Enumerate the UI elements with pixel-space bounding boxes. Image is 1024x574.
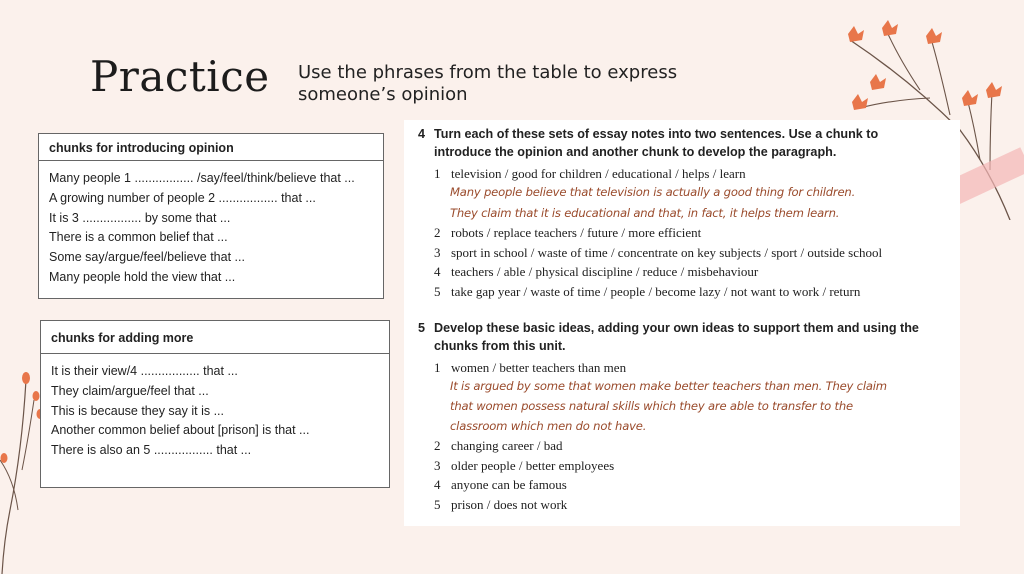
chunk-line: Many people 1 ................. /say/feel/think/believe that ... [49,171,355,185]
exercise-panel [404,120,960,526]
item-number: 5 [434,497,441,512]
exercise-item [434,360,626,376]
exercise-item [434,264,758,280]
exercise-item [434,438,563,454]
item-text: robots / replace teachers / future / more efficient [451,225,702,240]
item-number: 2 [434,438,441,453]
item-text: take gap year / waste of time / people / become lazy / not want to work / return [451,284,861,299]
instruction-line: Turn each of these sets of essay notes into two sentences. Use a chunk to [434,127,879,141]
item-text: anyone can be famous [451,477,567,492]
instruction-line: introduce the opinion and another chunk to develop the paragraph. [434,144,837,159]
exercise-item [434,284,860,300]
handwritten-example: that women possess natural skills which they are able to transfer to the [450,399,853,413]
handwritten-example: Many people believe that television is actually a good thing for children. [450,185,856,199]
item-text: changing career / bad [451,438,563,453]
instruction-line: chunks from this unit. [434,338,566,353]
item-number: 3 [434,458,441,473]
item-number: 1 [434,166,441,181]
chunks-adding-more-box [40,320,390,488]
chunk-list [41,354,389,469]
chunk-line: This is because they say it is ... [51,403,224,418]
chunk-line: They claim/argue/feel that ... [51,383,209,398]
item-text: television / good for children / educational / helps / learn [451,166,746,181]
item-number: 3 [434,245,441,260]
box-header: chunks for introducing opinion [39,134,383,161]
handwritten-example: They claim that it is educational and that, in fact, it helps them learn. [450,206,840,220]
chunk-line: There is also an 5 ................. that ... [51,443,252,458]
chunk-line: Some say/argue/feel/believe that ... [49,250,245,265]
item-text: sport in school / waste of time / concentrate on key subjects / sport / outside school [451,245,883,260]
exercise-item [434,166,746,182]
exercise-item [434,225,701,241]
item-number: 2 [434,225,441,240]
chunks-introducing-opinion-box [38,133,384,299]
slide-subtitle: Use the phrases from the table to express someone’s opinion [298,62,678,105]
item-number: 1 [434,360,441,375]
chunk-line: A growing number of people 2 ................. that ... [49,190,316,205]
chunk-line: It is their view/4 ................. that ... [51,364,238,378]
chunk-line: There is a common belief that ... [49,230,228,245]
exercise-item [434,477,567,493]
slide-title: Practice [90,52,270,101]
chunk-list [39,161,383,296]
exercise-4-instruction [418,126,948,161]
exercise-5-instruction [418,320,948,355]
exercise-number: 4 [418,127,426,141]
instruction-line: Develop these basic ideas, adding your own ideas to support them and using the [434,321,919,335]
chunk-line: Another common belief about [prison] is that ... [51,423,310,438]
item-number: 5 [434,284,441,299]
handwritten-example: classroom which men do not have. [450,419,647,433]
exercise-item [434,458,614,474]
item-number: 4 [434,477,441,492]
item-text: older people / better employees [451,458,615,473]
item-text: prison / does not work [451,497,568,512]
handwritten-example: It is argued by some that women make better teachers than men. They claim [450,379,887,393]
item-number: 4 [434,264,441,279]
exercise-number: 5 [418,321,426,335]
exercise-item [434,497,567,513]
item-text: teachers / able / physical discipline / reduce / misbehaviour [451,264,759,279]
item-text: women / better teachers than men [451,360,627,375]
exercise-item [434,245,882,261]
chunk-line: It is 3 ................. by some that ... [49,210,231,225]
box-header: chunks for adding more [41,321,389,354]
chunk-line: Many people hold the view that ... [49,269,236,284]
